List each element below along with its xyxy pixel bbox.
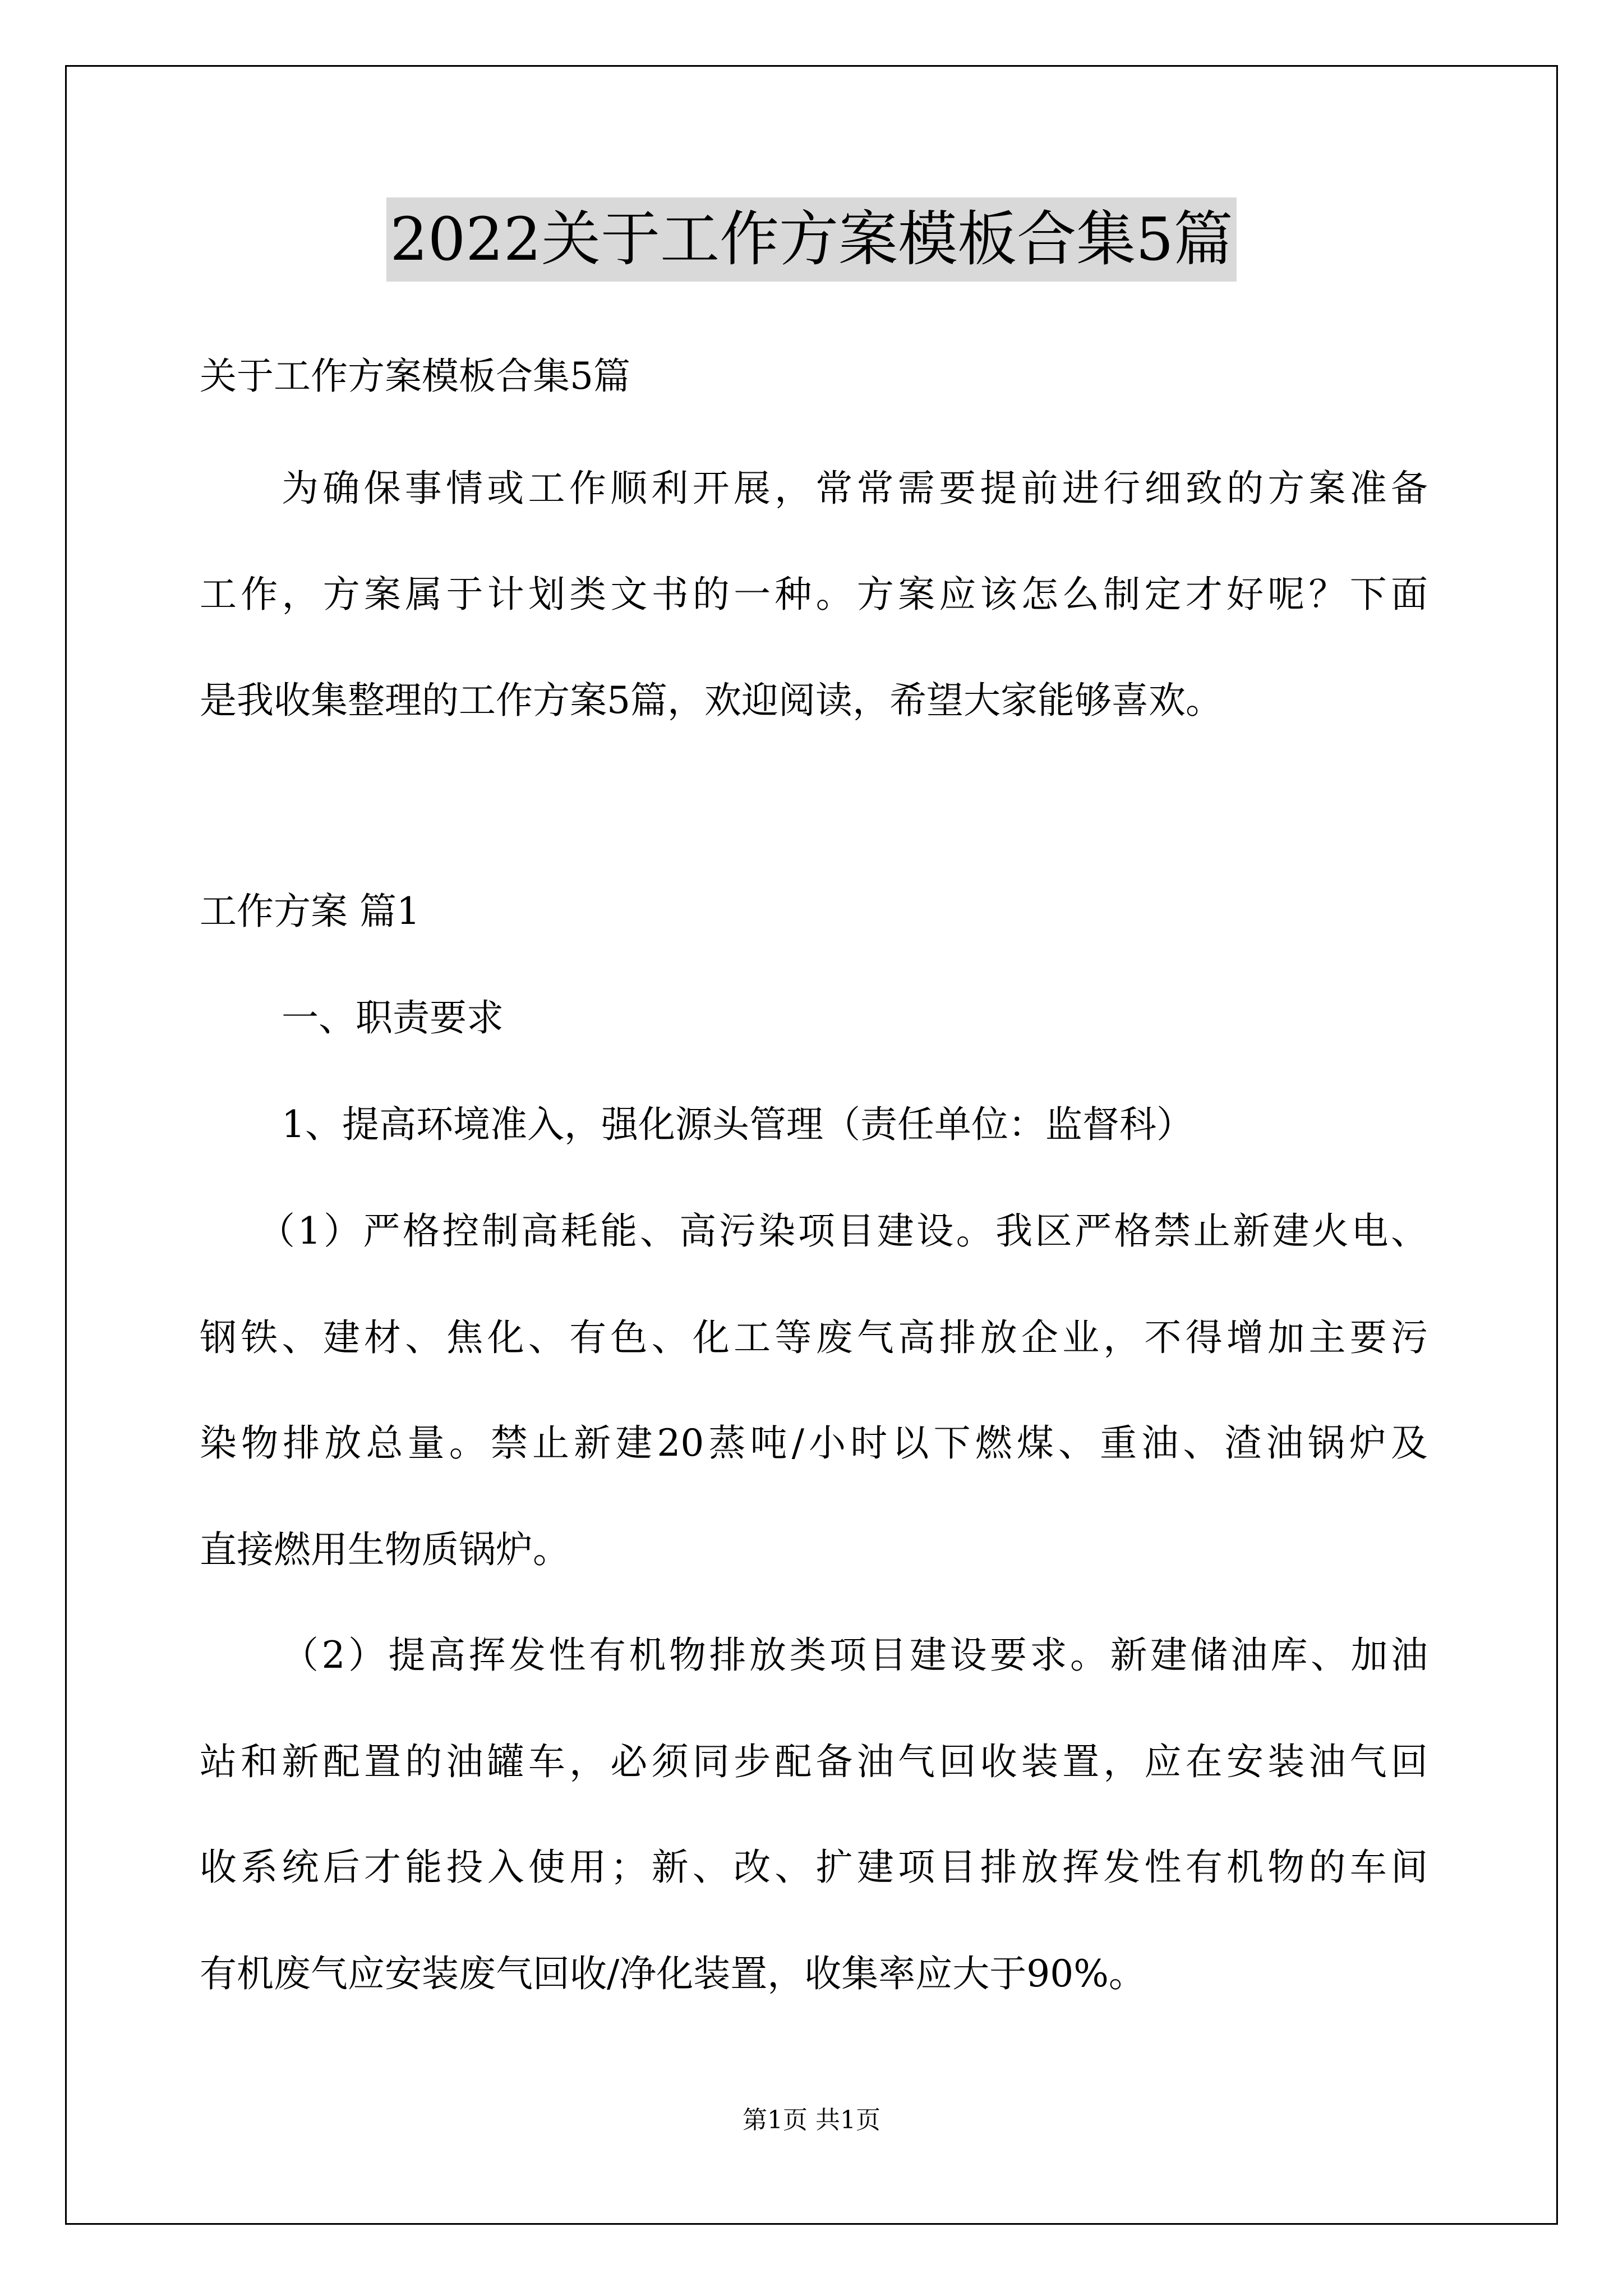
section-heading: 工作方案 篇1 [200,890,420,933]
paragraph1-line-4: 直接燃用生物质锅炉。 [200,1528,570,1571]
document-title: 2022关于工作方案模板合集5篇 [386,197,1236,282]
paragraph2-line-2: 站和新配置的油罐车，必须同步配备油气回收装置，应在安装油气回 [200,1740,1428,1783]
document-subtitle: 关于工作方案模板合集5篇 [200,355,630,398]
subsection-heading: 一、职责要求 [282,996,504,1039]
paragraph1-line-2: 钢铁、建材、焦化、有色、化工等废气高排放企业，不得增加主要污 [200,1316,1428,1359]
title-container [0,197,1623,282]
paragraph2-line-4: 有机废气应安装废气回收/净化装置，收集率应大于90%。 [200,1952,1146,1995]
page-number-footer: 第1页 共1页 [743,2106,880,2134]
paragraph1-line-3: 染物排放总量。禁止新建20蒸吨/小时以下燃煤、重油、渣油锅炉及 [200,1421,1428,1465]
intro-line-1: 为确保事情或工作顺利开展，常常需要提前进行细致的方案准备 [282,467,1428,510]
intro-line-2: 工作，方案属于计划类文书的一种。方案应该怎么制定才好呢？下面 [200,573,1428,616]
item-heading: 1、提高环境准入，强化源头管理（责任单位：监督科） [282,1103,1193,1146]
intro-line-3: 是我收集整理的工作方案5篇，欢迎阅读，希望大家能够喜欢。 [200,679,1223,722]
paragraph1-line-1: （1）严格控制高耗能、高污染项目建设。我区严格禁止新建火电、 [258,1209,1428,1253]
paragraph2-line-3: 收系统后才能投入使用；新、改、扩建项目排放挥发性有机物的车间 [200,1846,1428,1889]
paragraph2-line-1: （2）提高挥发性有机物排放类项目建设要求。新建储油库、加油 [282,1634,1428,1677]
